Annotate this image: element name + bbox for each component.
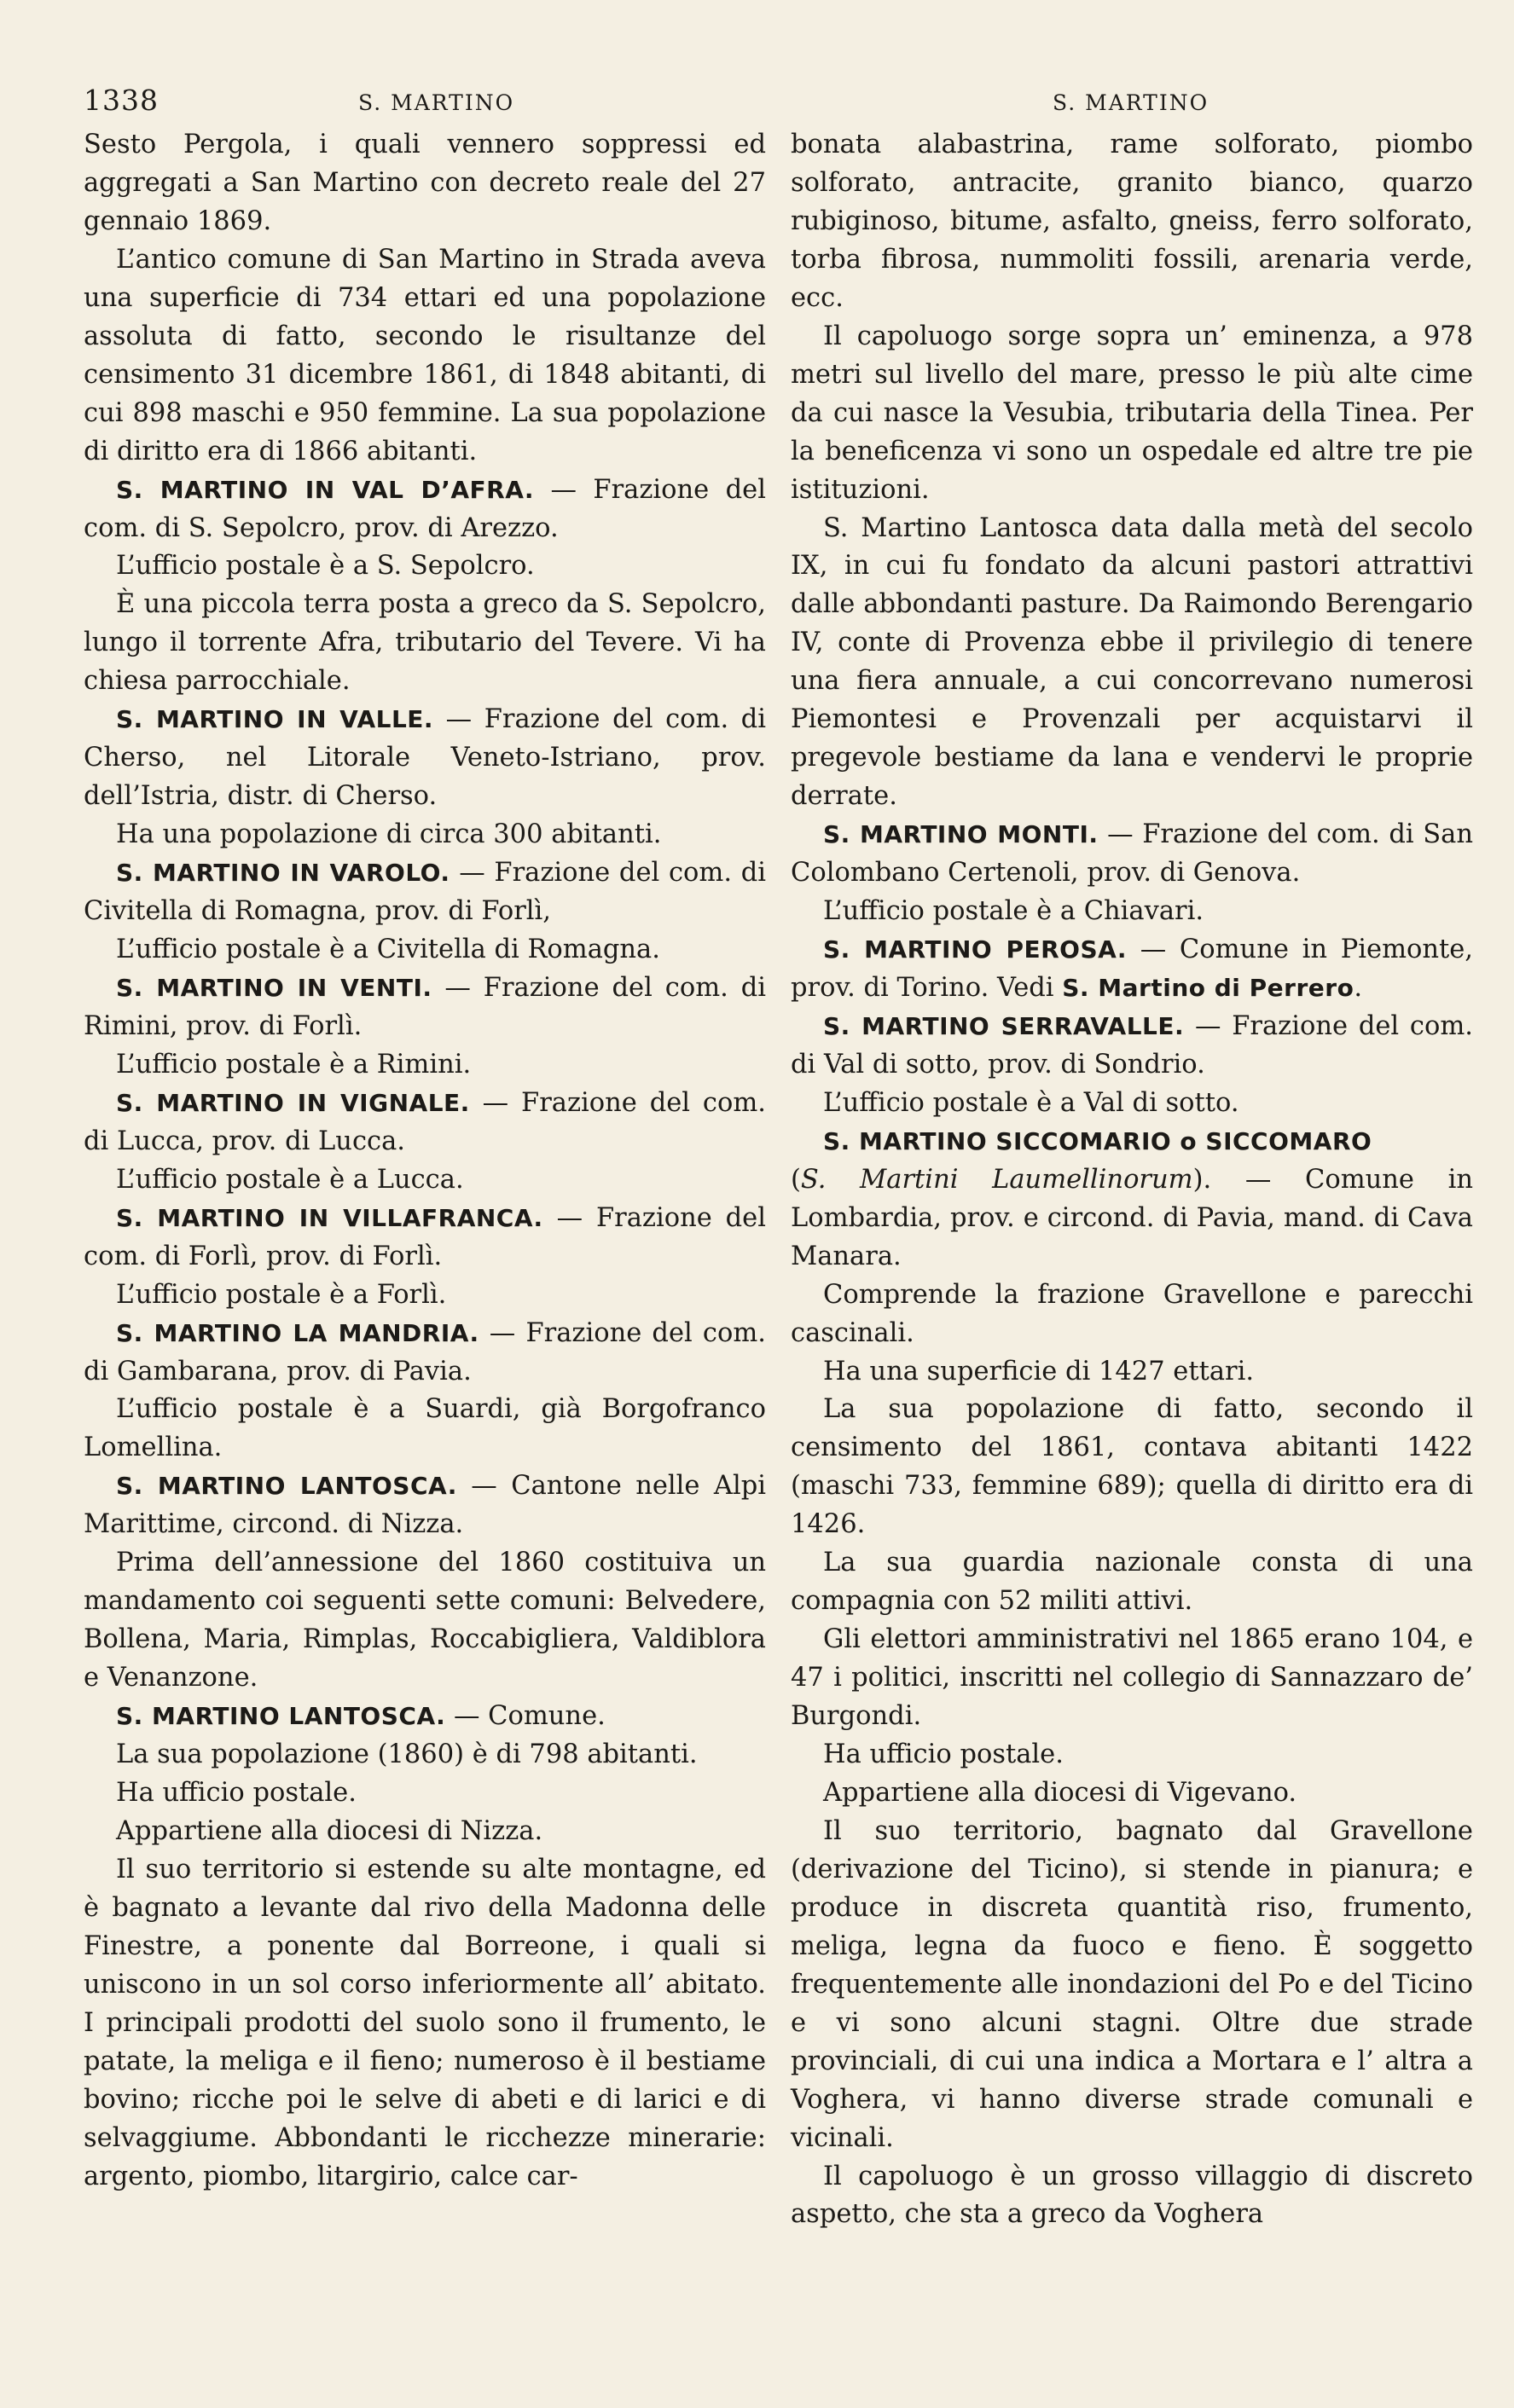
right-running-title: S. MARTINO: [1053, 90, 1209, 115]
entry-text: — Frazione del com. di Gambarana, prov. di Pavia.: [84, 1317, 766, 1386]
paragraph: Sesto Pergola, i quali vennero soppressi ed aggregati a San Martino con decreto reale del 27 gennaio 1869.: [84, 130, 766, 236]
entry-heading: S. MARTINO LANTOSCA.: [116, 1472, 457, 1501]
entry-la-mandria: [84, 1315, 766, 1392]
entry-text: — Frazione del com. di S. Sepolcro, prov. di Arezzo.: [84, 474, 766, 543]
entry-heading: S. MARTINO IN VAL D’AFRA.: [116, 475, 535, 504]
paragraph: L’ufficio postale è a Civitella di Romagna.: [116, 935, 660, 965]
entry-text: — Frazione del com. di Lucca, prov. di Lucca.: [84, 1087, 766, 1156]
left-column: [84, 126, 766, 2196]
entry-serravalle: [791, 1008, 1473, 1085]
paragraph: Comprende la frazione Gravellone e parecchi cascinali.: [791, 1279, 1473, 1348]
paragraph: L’ufficio postale è a Suardi, già Borgofranco Lomellina.: [84, 1394, 766, 1463]
paragraph: Prima dell’annessione del 1860 costituiva un mandamento coi seguenti sette comuni: Belvedere, Bollena, Maria, Rimplas, Roccabigliera, Valdiblora e Venanzone.: [84, 1548, 766, 1693]
entry-text: — Frazione del com. di San Colombano Certenoli, prov. di Genova.: [791, 819, 1473, 889]
paragraph: L’ufficio postale è a Forlì.: [116, 1279, 447, 1310]
entry-heading: S. MARTINO IN VIGNALE.: [116, 1088, 470, 1117]
entry-text: — Frazione del com. di Cherso, nel Litorale Veneto-Istriano, prov. dell’Istria, distr. di Cherso.: [84, 704, 767, 812]
entry-val-dafra: [84, 472, 766, 548]
entry-siccomario: [791, 1123, 1473, 1276]
paragraph: È una piccola terra posta a greco da S. Sepolcro, lungo il torrente Afra, tributario del Tevere. Vi ha chiesa parrocchiale.: [84, 589, 766, 697]
paragraph: Gli elettori amministrativi nel 1865 erano 104, e 47 i politici, inscritti nel collegio di Sannazzaro de’ Burgondi.: [791, 1624, 1473, 1732]
running-header: [84, 84, 1462, 123]
entry-text: .: [1354, 972, 1363, 1003]
entry-lantosca-cantone: [84, 1467, 766, 1544]
paragraph: S. Martino Lantosca data dalla metà del secolo IX, in cui fu fondato da alcuni pastori attrattivi dalle abbondanti pasture. Da Raimondo Berengario IV, conte di Provenza ebbe il privilegio di tenere una fiera annuale, a cui concorrevano numerosi Piemontesi e Provenzali per acquistarvi il pregevole bestiame da lana e vendervi le proprie derrate.: [791, 512, 1473, 812]
entry-in-vignale: [84, 1085, 766, 1161]
right-column: [791, 126, 1473, 2234]
paragraph: L’ufficio postale è a Lucca.: [116, 1164, 464, 1195]
paragraph: Ha ufficio postale.: [116, 1777, 357, 1808]
entry-text: — Frazione del com. di Civitella di Romagna, prov. di Forlì,: [84, 858, 766, 927]
paragraph: Ha una superficie di 1427 ettari.: [823, 1356, 1255, 1386]
entry-text: ). — Comune in Lombardia, prov. e circond. di Pavia, mand. di Cava Manara.: [791, 1164, 1473, 1271]
entry-text: — Comune.: [445, 1701, 606, 1732]
paragraph: Appartiene alla diocesi di Vigevano.: [823, 1777, 1297, 1808]
paragraph: La sua popolazione di fatto, secondo il censimento del 1861, contava abitanti 1422 (maschi 733, femmine 689); quella di diritto era di 1426.: [791, 1394, 1473, 1540]
paragraph: L’ufficio postale è a Rimini.: [116, 1049, 472, 1080]
entry-heading: S. MARTINO LANTOSCA.: [116, 1702, 446, 1731]
paragraph: bonata alabastrina, rame solforato, piombo solforato, antracite, granito bianco, quarzo rubiginoso, bitume, asfalto, gneiss, ferro solforato, torba fibrosa, nummoliti fossili, arenaria verde, ecc.: [791, 130, 1473, 313]
paragraph: Ha una popolazione di circa 300 abitanti.: [116, 819, 662, 850]
entry-monti: [791, 816, 1473, 893]
entry-lantosca-comune: [84, 1698, 766, 1736]
paragraph: L’ufficio postale è a S. Sepolcro.: [116, 551, 535, 582]
entry-heading: S. MARTINO SERRAVALLE.: [823, 1011, 1185, 1040]
entry-heading: S. MARTINO PEROSA.: [823, 935, 1127, 964]
latin-name: S. Martini Laumellinorum: [800, 1164, 1193, 1195]
entry-heading: S. MARTINO IN VENTI.: [116, 973, 432, 1002]
paragraph: Appartiene alla diocesi di Nizza.: [116, 1815, 543, 1846]
entry-heading: S. MARTINO IN VILLAFRANCA.: [116, 1203, 543, 1232]
entry-in-venti: [84, 970, 766, 1046]
entry-text: — Cantone nelle Alpi Marittime, circond. di Nizza.: [84, 1471, 766, 1540]
paragraph: L’antico comune di San Martino in Strada aveva una superficie di 734 ettari ed una popolazione assoluta di fatto, secondo le risultanze del censimento 31 dicembre 1861, di 1848 abitanti, di cui 898 maschi e 950 femmine. La sua popolazione di diritto era di 1866 abitanti.: [84, 244, 766, 466]
paragraph: La sua popolazione (1860) è di 798 abitanti.: [116, 1739, 698, 1770]
paragraph: L’ufficio postale è a Val di sotto.: [823, 1087, 1239, 1118]
paragraph: La sua guardia nazionale consta di una compagnia con 52 militi attivi.: [791, 1548, 1473, 1617]
entry-text: — Frazione del com. di Forlì, prov. di Forlì.: [84, 1202, 766, 1271]
entry-in-varolo: [84, 854, 766, 931]
paragraph: Ha ufficio postale.: [823, 1739, 1064, 1770]
entry-text: — Comune in Piemonte, prov. di Torino. Vedi: [791, 935, 1473, 1003]
entry-heading: S. MARTINO IN VALLE.: [116, 705, 434, 734]
cross-reference: S. Martino di Perrero: [1062, 973, 1354, 1002]
paragraph: Il capoluogo è un grosso villaggio di discreto aspetto, che sta a greco da Voghera: [791, 2161, 1473, 2230]
entry-heading: S. MARTINO MONTI.: [823, 820, 1099, 849]
entry-perosa: [791, 931, 1473, 1008]
left-running-title: S. MARTINO: [358, 90, 515, 115]
entry-in-valle: [84, 701, 766, 816]
page-number: 1338: [84, 84, 159, 117]
entry-heading: S. MARTINO LA MANDRIA.: [116, 1318, 479, 1347]
entry-text: (: [791, 1164, 801, 1195]
paragraph: Il capoluogo sorge sopra un’ eminenza, a 978 metri sul livello del mare, presso le più alte cime da cui nasce la Vesubia, tributaria della Tinea. Per la beneficenza vi sono un ospedale ed altre tre pie istituzioni.: [791, 321, 1473, 505]
entry-in-villafranca: [84, 1200, 766, 1276]
paragraph: Il suo territorio, bagnato dal Gravellone (derivazione del Ticino), si stende in pianura; e produce in discreta quantità riso, frumento, meliga, legna da fuoco e fieno. È soggetto frequentemente alle inondazioni del Po e del Ticino e vi sono alcuni stagni. Oltre due strade provinciali, di cui una indica a Mortara e l’ altra a Voghera, vi hanno diverse strade comunali e vicinali.: [791, 1815, 1473, 2153]
paragraph: Il suo territorio si estende su alte montagne, ed è bagnato a levante dal rivo della Madonna delle Finestre, a ponente dal Borreone, i quali si uniscono in un sol corso inferiormente all’ abitato. I principali prodotti del suolo sono il frumento, le patate, la meliga e il fieno; numeroso è il bestiame bovino; ricche poi le selve di abeti e di larici e di selvaggiume. Abbondanti le ricchezze minerarie: argento, piombo, litargirio, calce car-: [84, 1854, 766, 2191]
entry-text: — Frazione del com. di Val di sotto, prov. di Sondrio.: [791, 1010, 1473, 1080]
paragraph: L’ufficio postale è a Chiavari.: [823, 896, 1204, 927]
entry-heading: S. MARTINO IN VAROLO.: [116, 859, 450, 888]
entry-text: — Frazione del com. di Rimini, prov. di Forlì.: [84, 972, 766, 1041]
entry-heading: S. MARTINO SICCOMARIO o SICCOMARO: [823, 1126, 1372, 1155]
